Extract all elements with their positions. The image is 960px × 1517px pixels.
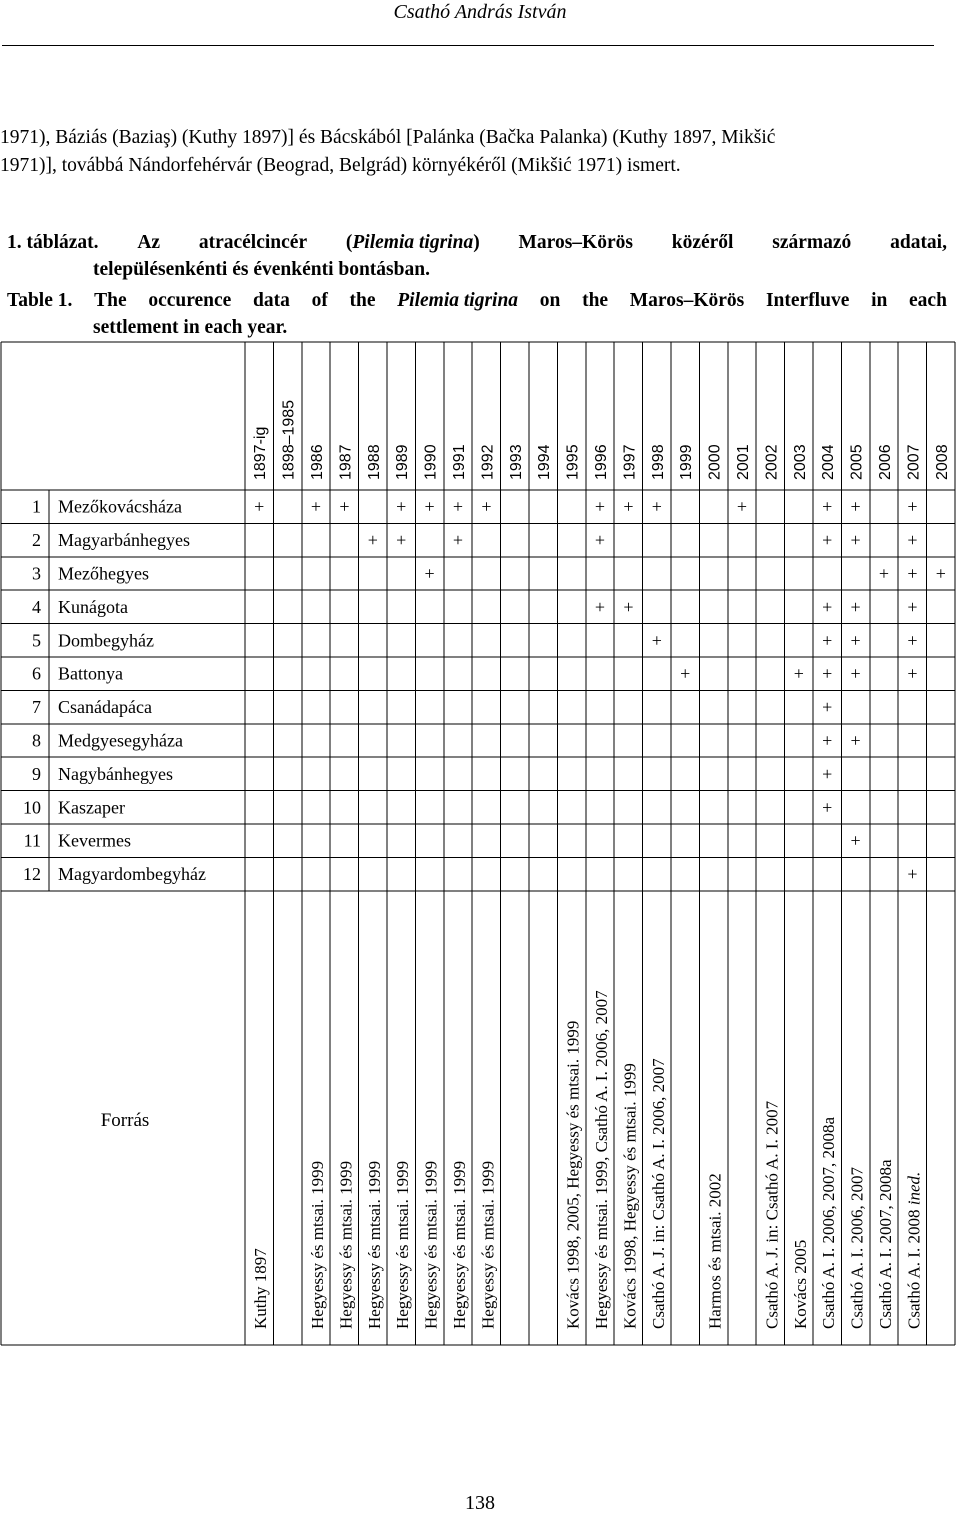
occurrence-mark: + — [367, 530, 378, 551]
source-reference: Kovács 2005 — [790, 1239, 810, 1329]
settlement-name: Csanádapáca — [58, 697, 152, 718]
occurrence-mark: + — [254, 496, 265, 517]
caption-species-name: (Pilemia tigrina) — [345, 232, 480, 253]
occurrence-mark: + — [907, 530, 918, 551]
source-label: Forrás — [100, 1110, 150, 1131]
caption-word: Az — [137, 232, 161, 253]
year-header: 1991 — [451, 444, 468, 480]
year-header: 1997 — [621, 444, 639, 480]
occurrence-mark: + — [822, 763, 833, 784]
year-header: 1990 — [422, 444, 440, 480]
year-header: 1898–1985 — [280, 399, 298, 480]
occurrence-mark: + — [850, 830, 861, 851]
occurrence-mark: + — [907, 663, 918, 684]
occurrence-mark: + — [822, 530, 833, 551]
occurrence-mark: + — [907, 864, 918, 885]
occurrence-mark: + — [907, 496, 918, 517]
occurrence-mark: + — [623, 596, 634, 617]
row-number: 10 — [23, 797, 41, 818]
settlement-name: Kevermes — [58, 830, 131, 851]
caption-label: Table 1. — [7, 290, 73, 311]
occurrence-mark: + — [822, 730, 833, 751]
year-header: 2003 — [791, 444, 809, 480]
source-reference: Hegyessy és mtsai. 1999 — [421, 1160, 441, 1329]
year-header: 1989 — [394, 444, 412, 480]
year-header: 1986 — [309, 444, 326, 480]
occurrence-mark: + — [822, 663, 833, 684]
source-reference: Hegyessy és mtsai. 1999, Csathó A. I. 2006, 2007 — [592, 990, 611, 1329]
caption-word: data — [253, 290, 290, 311]
occurrence-mark: + — [396, 496, 407, 517]
occurrence-mark: + — [822, 496, 833, 517]
occurrence-mark: + — [680, 663, 691, 684]
caption-word: atracélcincér — [198, 232, 308, 253]
occurrence-mark: + — [850, 663, 861, 684]
settlement-name: Kaszaper — [58, 797, 125, 818]
source-reference: Hegyessy és mtsai. 1999 — [308, 1160, 327, 1329]
occurrence-mark: + — [822, 797, 833, 818]
settlement-name: Mezőkovácsháza — [58, 496, 182, 517]
source-reference: Csathó A. I. 2006, 2007 — [847, 1167, 867, 1329]
occurrence-mark: + — [651, 630, 662, 651]
source-reference: Hegyessy és mtsai. 1999 — [364, 1160, 384, 1329]
year-header: 1999 — [678, 444, 696, 480]
row-number: 6 — [32, 663, 41, 684]
row-number: 9 — [32, 763, 41, 784]
settlement-name: Nagybánhegyes — [58, 763, 173, 784]
year-header: 1988 — [365, 444, 383, 480]
occurrence-mark: + — [850, 630, 861, 651]
year-header: 2000 — [706, 444, 724, 480]
row-number: 5 — [32, 630, 41, 651]
occurrence-mark: + — [594, 530, 606, 551]
settlement-name: Dombegyház — [58, 630, 154, 651]
caption-word: the — [582, 290, 609, 311]
caption-word: közéről — [671, 232, 734, 253]
occurrence-mark: + — [907, 563, 918, 584]
row-number: 8 — [32, 730, 41, 751]
occurrence-mark: + — [594, 496, 606, 517]
year-header: 1996 — [593, 444, 610, 480]
year-header: 1994 — [536, 444, 554, 480]
running-header: Csathó András István — [393, 1, 567, 23]
occurrence-mark: + — [822, 596, 833, 617]
paragraph-line-1: 1971), Báziás (Baziaş) (Kuthy 1897)] és Bácskából [Palánka (Bačka Palanka) (Kuthy 1897, Mikšić — [0, 127, 776, 148]
row-number: 2 — [32, 530, 41, 551]
source-reference: Hegyessy és mtsai. 1999 — [393, 1160, 413, 1329]
year-header: 1987 — [337, 444, 355, 480]
caption-label: 1. táblázat. — [7, 232, 99, 253]
settlement-name: Medgyesegyháza — [58, 730, 183, 751]
occurrence-mark: + — [623, 496, 634, 517]
occurrence-mark: + — [850, 496, 861, 517]
source-reference: Kuthy 1897 — [251, 1248, 271, 1329]
year-header: 1998 — [649, 444, 667, 480]
row-number: 3 — [32, 563, 41, 584]
source-reference: Harmos és mtsai. 2002 — [705, 1173, 725, 1329]
year-header: 2006 — [877, 444, 894, 480]
occurrence-mark: + — [594, 596, 606, 617]
year-header: 2008 — [933, 444, 951, 480]
caption-word: occurence — [148, 290, 232, 311]
settlement-name: Kunágota — [58, 596, 128, 617]
caption-word: származó — [772, 232, 852, 253]
occurrence-mark: + — [850, 730, 861, 751]
occurrence-mark: + — [793, 663, 804, 684]
caption-word: the — [349, 290, 376, 311]
occurrence-mark: + — [935, 563, 946, 584]
year-header: 1992 — [479, 444, 497, 480]
row-number: 7 — [32, 697, 41, 718]
row-number: 12 — [23, 864, 41, 885]
occurrence-mark: + — [452, 496, 464, 517]
settlement-name: Magyarbánhegyes — [58, 530, 190, 551]
source-reference: Kovács 1998, 2005, Hegyessy és mtsai. 1999 — [563, 1020, 583, 1329]
caption-word: Interfluve — [765, 290, 850, 311]
source-reference: Csathó A. I. 2006, 2007, 2008a — [819, 1116, 839, 1329]
year-header: 2005 — [848, 444, 866, 480]
paragraph-line-2: 1971)], továbbá Nándorfehérvár (Beograd, Belgrád) környékéről (Mikšić 1971) ismert. — [0, 155, 681, 176]
year-header: 1993 — [507, 444, 525, 480]
occurrence-mark: + — [424, 496, 435, 517]
source-reference: Csathó A. J. in: Csathó A. I. 2006, 2007 — [648, 1058, 668, 1329]
source-reference: Csathó A. I. 2008 ined. — [904, 1171, 924, 1329]
source-reference: Hegyessy és mtsai. 1999 — [478, 1160, 498, 1329]
row-number: 11 — [23, 830, 41, 851]
year-header: 2001 — [735, 444, 752, 480]
settlement-name: Magyardombegyház — [58, 864, 206, 885]
occurrence-mark: + — [396, 530, 407, 551]
settlement-name: Mezőhegyes — [58, 563, 149, 584]
occurrence-mark: + — [822, 630, 833, 651]
occurrence-mark: + — [310, 496, 322, 517]
occurrence-mark: + — [907, 630, 918, 651]
occurrence-mark: + — [850, 530, 861, 551]
caption-word: on — [539, 290, 561, 311]
settlement-name: Battonya — [58, 663, 123, 684]
caption-word: Maros–Körös — [629, 290, 745, 311]
caption-en-line-2: settlement in each year. — [93, 317, 288, 338]
caption-word: of — [311, 290, 328, 311]
occurrence-mark: + — [481, 496, 492, 517]
year-header: 2004 — [820, 444, 838, 480]
occurrence-mark: + — [452, 530, 464, 551]
caption-word: each — [909, 290, 947, 311]
occurrence-mark: + — [339, 496, 350, 517]
occurrence-mark: + — [907, 596, 918, 617]
occurrence-mark: + — [736, 496, 748, 517]
source-reference: Csathó A. J. in: Csathó A. I. 2007 — [762, 1100, 782, 1329]
caption-word: adatai, — [890, 232, 947, 253]
caption-word: in — [871, 290, 888, 311]
occurrence-mark: + — [850, 596, 861, 617]
row-number: 4 — [32, 596, 41, 617]
row-number: 1 — [32, 496, 41, 517]
occurrence-mark: + — [878, 563, 890, 584]
caption-hu-line-2: településenkénti és évenkénti bontásban. — [93, 259, 430, 280]
caption-word: Maros–Körös — [518, 232, 633, 253]
source-reference: Hegyessy és mtsai. 1999 — [450, 1160, 469, 1329]
year-header: 2002 — [763, 444, 781, 480]
year-header: 2007 — [905, 444, 923, 480]
occurrence-mark: + — [424, 563, 435, 584]
caption-word: The — [94, 290, 127, 311]
year-header: 1995 — [564, 444, 582, 480]
source-reference: Kovács 1998, Hegyessy és mtsai. 1999 — [620, 1063, 640, 1329]
source-reference: Csathó A. I. 2007, 2008a — [876, 1159, 895, 1329]
year-header: 1897-ig — [252, 426, 270, 480]
caption-species-name: Pilemia tigrina — [397, 290, 519, 311]
page-number: 138 — [465, 1492, 495, 1514]
occurrence-mark: + — [651, 496, 662, 517]
occurrence-mark: + — [822, 697, 833, 718]
source-reference: Hegyessy és mtsai. 1999 — [336, 1160, 356, 1329]
